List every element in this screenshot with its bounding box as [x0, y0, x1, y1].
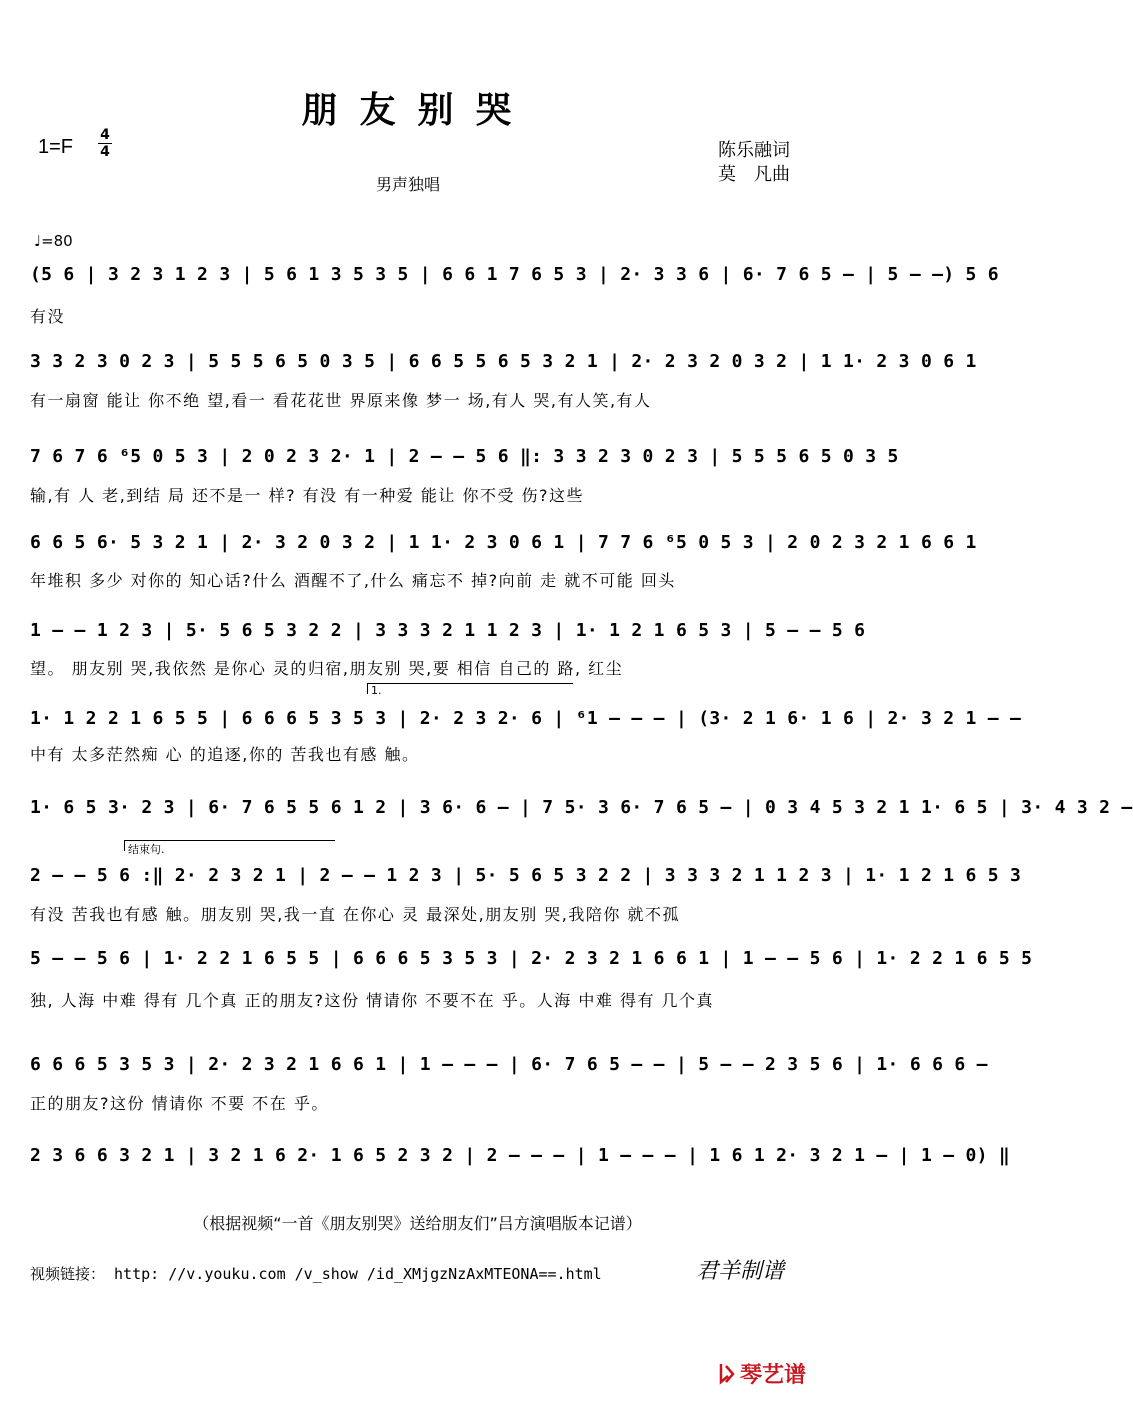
system-3-lyrics: 输,有 人 老,到结 局 还不是一 样? 有没 有一种爱 能让 你不受 伤?这些: [30, 486, 585, 505]
site-logo-text: 琴艺谱: [740, 1363, 807, 1388]
transcription-note: （根据视频“一首《朋友别哭》送给朋友们”吕方演唱版本记谱）: [193, 1214, 642, 1233]
system-5-lyrics: 望。 朋友别 哭,我依然 是你心 灵的归宿,朋友别 哭,要 相信 自己的 路, 红尘: [30, 659, 624, 678]
system-9-lyrics: 独, 人海 中难 得有 几个真 正的朋友?这份 情请你 不要不在 乎。人海 中难 得有 几个真: [30, 991, 715, 1010]
system-4-lyrics: 年堆积 多少 对你的 知心话?什么 酒醒不了,什么 痛忘不 掉?向前 走 就不可能 回头: [30, 571, 676, 590]
time-signature: [98, 128, 112, 159]
first-ending-bracket: [367, 683, 573, 694]
video-link: 视频链接： http: //v.youku.com /v_show /id_XMjgzNzAxMTEONA==.html: [30, 1265, 602, 1283]
time-signature-top: 4: [100, 127, 110, 143]
system-10-lyrics: 正的朋友?这份 情请你 不要 不在 乎。: [30, 1094, 329, 1113]
system-8-notes: 2 — — 5 6 :‖ 2· 2 3 2 1 | 2 — — 1 2 3 | 5· 5 6 5 3 2 2 | 3 3 3 2 1 1 2 3 | 1· 1 2 1 6 5 3: [30, 865, 1022, 886]
system-6-notes: 1· 1 2 2 1 6 5 5 | 6 6 6 5 3 5 3 | 2· 2 3 2· 6 | ⁶1 — — — | (3· 2 1 6· 1 6 | 2· 3 2 1 — —: [30, 708, 1022, 729]
key-signature: 1=F: [38, 136, 74, 158]
tempo-marking: ♩=80: [34, 232, 73, 250]
coda-ending-label: 结束句.: [128, 843, 165, 856]
transcriber-signature: 君羊制谱: [696, 1259, 785, 1284]
lyricist-credit: 陈乐融词: [718, 140, 790, 161]
system-4-notes: 6 6 5 6· 5 3 2 1 | 2· 3 2 0 3 2 | 1 1· 2 3 0 6 1 | 7 7 6 ⁶5 0 5 3 | 2 0 2 3 2 1 6 6 1: [30, 532, 977, 553]
system-2-notes: 3 3 2 3 0 2 3 | 5 5 5 6 5 0 3 5 | 6 6 5 5 6 5 3 2 1 | 2· 2 3 2 0 3 2 | 1 1· 2 3 0 6 1: [30, 351, 977, 372]
qinyipu-logo-icon: [718, 1362, 736, 1384]
system-6-lyrics: 中有 太多茫然痴 心 的追逐,你的 苦我也有感 触。: [30, 745, 420, 764]
system-1-lyrics: 有没: [30, 307, 66, 326]
system-11-notes: 2 3 6 6 3 2 1 | 3 2 1 6 2· 1 6 5 2 3 2 | 2 — — — | 1 — — — | 1 6 1 2· 3 2 1 — | 1 — 0) ‖: [30, 1145, 1011, 1166]
system-7-notes: 1· 6 5 3· 2 3 | 6· 7 6 5 5 6 1 2 | 3 6· 6 — | 7 5· 3 6· 7 6 5 — | 0 3 4 5 3 2 1 1· 6 5 | 3· 4 3 2 —: [30, 797, 1133, 818]
song-title: 朋友别哭: [301, 89, 534, 131]
first-ending-label: 1.: [371, 684, 382, 697]
system-5-notes: 1 — — 1 2 3 | 5· 5 6 5 3 2 2 | 3 3 3 2 1 1 2 3 | 1· 1 2 1 6 5 3 | 5 — — 5 6: [30, 620, 866, 641]
voice-type: 男声独唱: [376, 175, 441, 194]
composer-credit: 莫 凡曲: [718, 164, 790, 185]
system-2-lyrics: 有一扇窗 能让 你不绝 望,看一 看花花世 界原来像 梦一 场,有人 哭,有人笑,有人: [30, 391, 652, 410]
system-10-notes: 6 6 6 5 3 5 3 | 2· 2 3 2 1 6 6 1 | 1 — — — | 6· 7 6 5 — — | 5 — — 2 3 5 6 | 1· 6 6 6 —: [30, 1054, 988, 1075]
system-9-notes: 5 — — 5 6 | 1· 2 2 1 6 5 5 | 6 6 6 5 3 5 3 | 2· 2 3 2 1 6 6 1 | 1 — — 5 6 | 1· 2 2 1 6 5 5: [30, 948, 1033, 969]
system-8-lyrics: 有没 苦我也有感 触。朋友别 哭,我一直 在你心 灵 最深处,朋友别 哭,我陪你 就不孤: [30, 905, 680, 924]
system-3-notes: 7 6 7 6 ⁶5 0 5 3 | 2 0 2 3 2· 1 | 2 — — 5 6 ‖: 3 3 2 3 0 2 3 | 5 5 5 6 5 0 3 5: [30, 446, 899, 467]
time-signature-bottom: 4: [100, 144, 110, 160]
system-1-notes: (5 6 | 3 2 3 1 2 3 | 5 6 1 3 5 3 5 | 6 6 1 7 6 5 3 | 2· 3 3 6 | 6· 7 6 5 — | 5 — —) 5 6: [30, 264, 999, 285]
